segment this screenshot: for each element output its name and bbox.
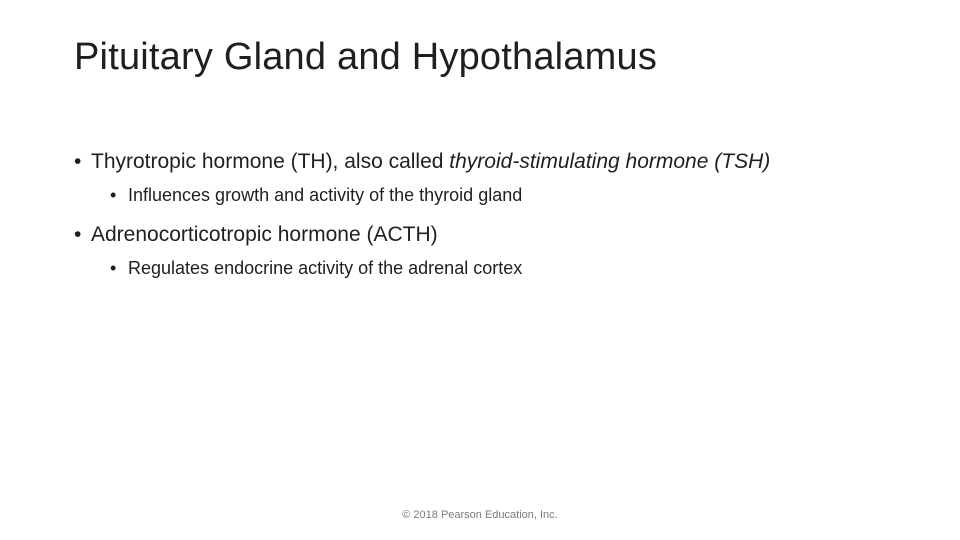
bullet-marker: • [74,150,82,173]
sub-bullet-tsh [110,182,904,208]
bullet-acth [74,220,904,249]
bullet-tsh-text: Thyrotropic hormone (TH), also called [91,150,450,173]
sub-bullet-acth-text: Regulates endocrine activity of the adrenal cortex [128,258,523,278]
bullet-marker: • [74,223,82,246]
copyright-footer: © 2018 Pearson Education, Inc. [402,509,558,521]
slide-title: Pituitary Gland and Hypothalamus [74,36,658,78]
sub-bullet-marker: • [110,258,117,278]
sub-bullet-acth [110,255,904,281]
bullet-acth-text: Adrenocorticotropic hormone (ACTH) [91,223,438,246]
bullet-tsh-italic-text: thyroid-stimulating hormone (TSH) [449,150,771,173]
bullet-tsh [74,147,904,176]
sub-bullet-marker: • [110,185,117,205]
slide-body [74,147,904,281]
sub-bullet-tsh-text: Influences growth and activity of the thyroid gland [128,185,523,205]
